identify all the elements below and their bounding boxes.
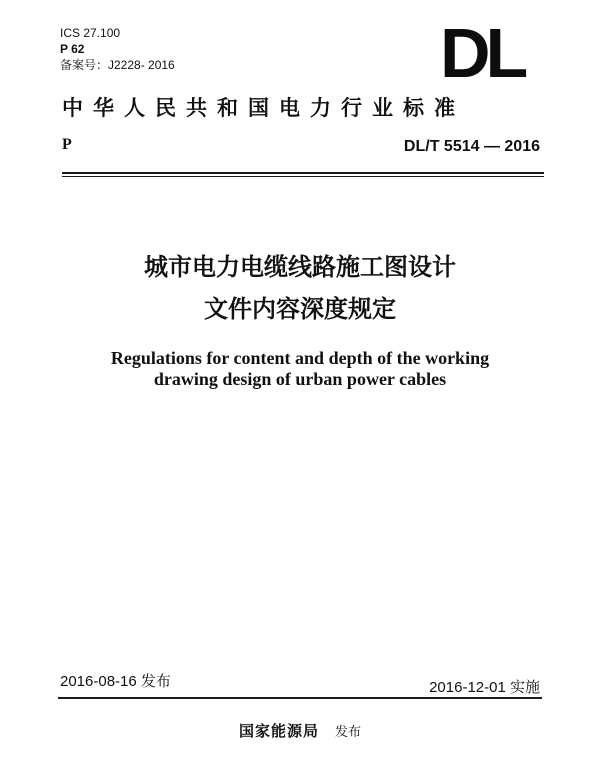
standard-code: DL/T 5514 — 2016 bbox=[403, 138, 540, 155]
ics-code: ICS 27.100 bbox=[60, 26, 121, 40]
title-cn-line1: 城市电力电缆线路施工图设计 bbox=[144, 253, 456, 281]
title-cn-line2: 文件内容深度规定 bbox=[204, 295, 396, 323]
title-en-line2: drawing design of urban power cables bbox=[153, 369, 447, 389]
record-number: 备案号：J2228- 2016 bbox=[60, 58, 175, 72]
header-divider bbox=[62, 172, 544, 174]
dl-logo bbox=[440, 14, 540, 92]
header-divider-thin bbox=[62, 176, 544, 177]
issuer-action: 发布 bbox=[335, 725, 362, 740]
title-en-line1: Regulations for content and depth of the working bbox=[110, 348, 490, 368]
issuer bbox=[0, 720, 600, 741]
issuer-org: 国家能源局 bbox=[238, 722, 319, 740]
footer-divider bbox=[58, 697, 542, 699]
class-letter: P bbox=[62, 136, 72, 153]
publish-date: 2016-08-16 发布 bbox=[60, 673, 171, 690]
category-code: P 62 bbox=[60, 42, 85, 56]
implementation-date: 2016-12-01 实施 bbox=[429, 679, 540, 696]
dl-logo-text: DL bbox=[440, 14, 524, 92]
national-standard-heading: 中华人民共和国电力行业标准 bbox=[62, 95, 465, 120]
